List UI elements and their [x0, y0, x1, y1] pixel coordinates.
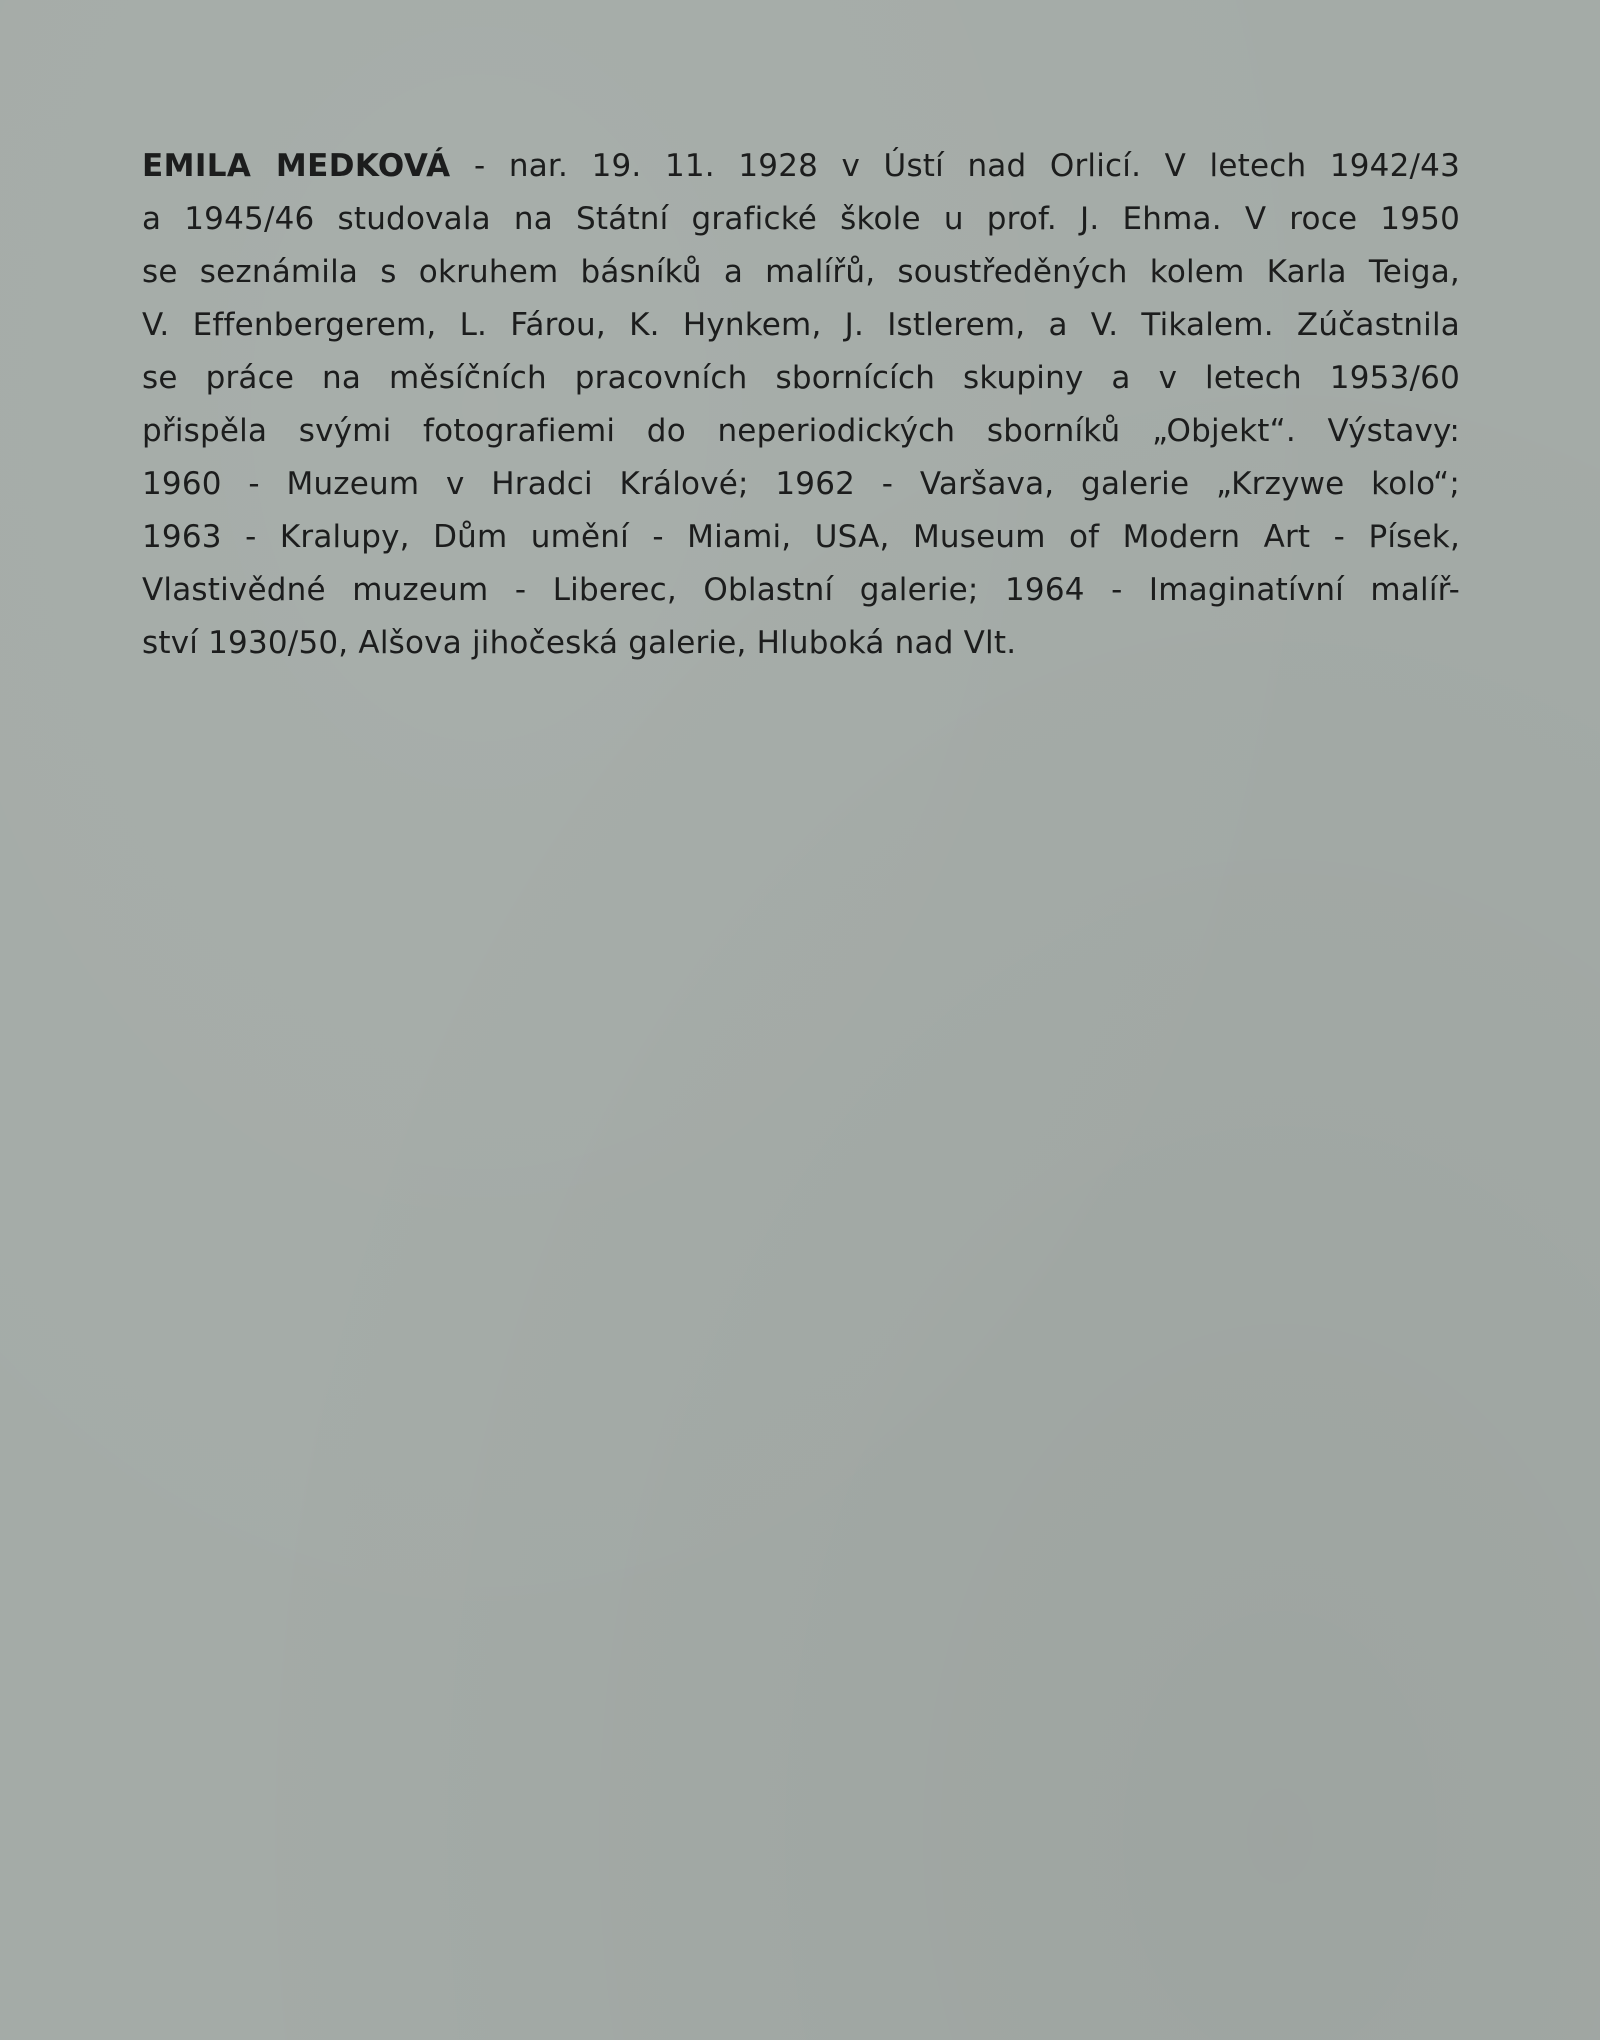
biography-line-7: 1960 - Muzeum v Hradci Králové; 1962 - Varšava, galerie „Krzywe kolo“;	[142, 466, 1460, 502]
biography-line-6: přispěla svými fotografiemi do neperiodických sborníků „Objekt“. Výstavy:	[142, 413, 1460, 449]
biography-line-9: Vlastivědné muzeum - Liberec, Oblastní galerie; 1964 - Imaginatívní malíř-	[142, 572, 1460, 608]
biography-line-10: ství 1930/50, Alšova jihočeská galerie, Hluboká nad Vlt.	[142, 625, 1017, 661]
biography-line-1-text: - nar. 19. 11. 1928 v Ústí nad Orlicí. V letech 1942/43	[450, 148, 1460, 184]
artist-name: EMILA MEDKOVÁ	[142, 148, 451, 184]
biography-line-1	[142, 140, 1460, 193]
biography-line-4: V. Effenbergerem, L. Fárou, K. Hynkem, J. Istlerem, a V. Tikalem. Zúčastnila	[142, 307, 1460, 343]
biography-line-2: a 1945/46 studovala na Státní grafické škole u prof. J. Ehma. V roce 1950	[142, 201, 1460, 237]
biography-line-5: se práce na měsíčních pracovních sbornících skupiny a v letech 1953/60	[142, 360, 1460, 396]
biography-line-8: 1963 - Kralupy, Dům umění - Miami, USA, Museum of Modern Art - Písek,	[142, 519, 1460, 555]
biography-line-3: se seznámila s okruhem básníků a malířů, soustředěných kolem Karla Teiga,	[142, 254, 1460, 290]
biography-paragraph	[142, 140, 1460, 670]
